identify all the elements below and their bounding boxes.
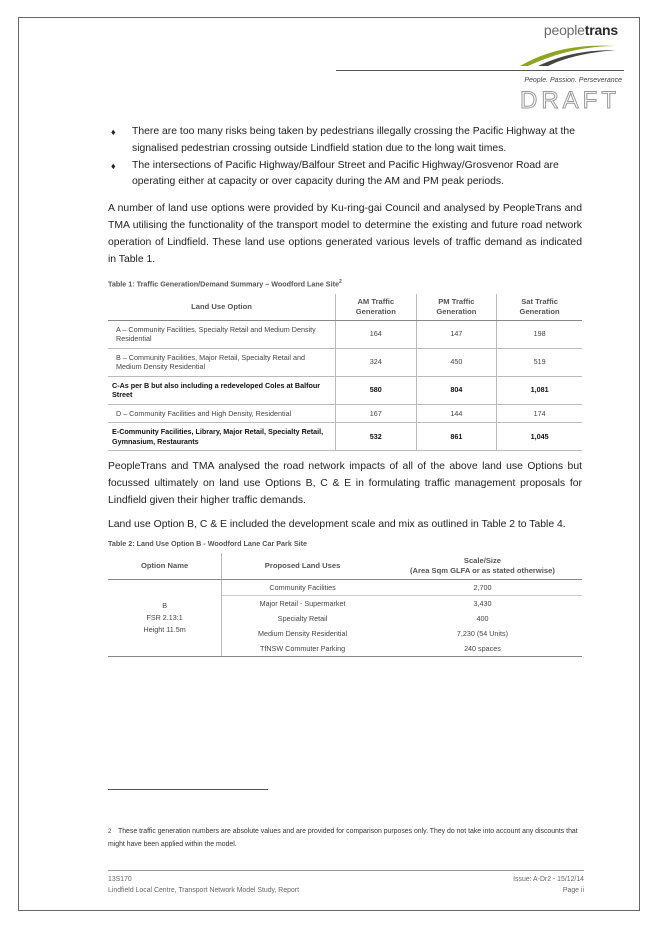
logo-text: peopletrans: [543, 22, 618, 38]
col-header: Option Name: [108, 553, 222, 580]
table-row: B FSR 2.13:1 Height 11.5m Community Facilities 2,700: [108, 580, 582, 596]
draft-watermark: DRAFT: [520, 87, 620, 114]
footer-rule: [108, 870, 584, 871]
footer-left: [108, 874, 299, 896]
table-row: Specialty Retail 400: [277, 614, 489, 624]
col-header: Scale/Size (Area Sqm GLFA or as stated otherwise): [383, 553, 582, 580]
footnote: 2 These traffic generation numbers are absolute values and are provided for comparison purposes only. They do not take into account any discounts that might have been applied within the model.: [108, 828, 578, 848]
col-header: AM Traffic Generation: [336, 294, 417, 321]
table-row: Major Retail - Supermarket 3,430: [259, 599, 492, 609]
table-row: A – Community Facilities, Specialty Retail and Medium Density Residential 164 147 198: [108, 320, 582, 348]
table-traffic-generation: [108, 294, 582, 452]
table-row: E-Community Facilities, Library, Major Retail, Specialty Retail, Gymnasium, Restaurants 532 861 1,045: [108, 423, 582, 451]
table-row: Medium Density Residential 7,230 (54 Units): [258, 629, 509, 639]
paragraph-development-scale: Land use Option B, C & E included the development scale and mix as outlined in Table 2 to Table 4.: [108, 519, 566, 531]
issue-info: Issue: A-Dr2 - 15/12/14: [513, 876, 584, 883]
col-header: Proposed Land Uses: [222, 553, 383, 580]
bullet-icon: ♦: [111, 127, 116, 137]
table-row: TfNSW Commuter Parking 240 spaces: [108, 641, 582, 657]
logo-swoosh-icon: [518, 40, 618, 68]
paragraph-land-use-options: A number of land use options were provided by Ku-ring-gai Council and analysed by PeopleTrans and TMA utilising the functionality of the transport model to determine the existing and future road network operation of Lindfield. These land use options generated various levels of traffic demand as indicated in Table 1.: [108, 203, 582, 265]
table-row: C-As per B but also including a redeveloped Coles at Balfour Street 580 804 1,081: [108, 376, 582, 404]
project-code: 13S170: [108, 876, 132, 883]
col-header: PM Traffic Generation: [416, 294, 497, 321]
table2-caption: Table 2: Land Use Option B - Woodford Lane Car Park Site: [108, 539, 308, 549]
company-logo: [518, 22, 618, 70]
footnote-rule: [108, 789, 268, 790]
option-name-cell: B FSR 2.13:1 Height 11.5m: [108, 580, 222, 657]
col-header: Land Use Option: [108, 294, 336, 321]
list-item: ♦ The intersections of Pacific Highway/Balfour Street and Pacific Highway/Grosvenor Road are operating either at capacity or over capacity during the AM and PM peak periods.: [111, 159, 559, 188]
table-row: D – Community Facilities and High Density, Residential 167 144 174: [108, 404, 582, 423]
table1-caption: Table 1: Traffic Generation/Demand Summary – Woodford Lane Site$^2$: [108, 279, 342, 289]
table-row: B – Community Facilities, Major Retail, Specialty Retail and Medium Density Residential 324 450 519: [108, 348, 582, 376]
bullet-list: [108, 124, 582, 191]
header-rule: [336, 70, 624, 71]
col-header: Sat Traffic Generation: [497, 294, 582, 321]
footer-right: [513, 874, 584, 896]
list-item: ♦ There are too many risks being taken by pedestrians illegally crossing the Pacific Highway at the signalised pedestrian crossing outside Lindfield station due to the long wait times.: [111, 126, 575, 154]
paragraph-network-impacts: PeopleTrans and TMA analysed the road network impacts of all of the above land use Options but focussed ultimately on land use Options B, C & E in formulating traffic management proposals for Lindfield given their higher traffic demands.: [108, 461, 582, 506]
report-title: Lindfield Local Centre, Transport Network Model Study, Report: [108, 887, 299, 894]
table-land-use-option-b: [108, 553, 582, 657]
bullet-icon: ♦: [111, 160, 116, 171]
page-number: Page ii: [562, 887, 584, 894]
tagline: People. Passion. Perseverance: [524, 77, 622, 84]
main-content: [108, 124, 582, 657]
